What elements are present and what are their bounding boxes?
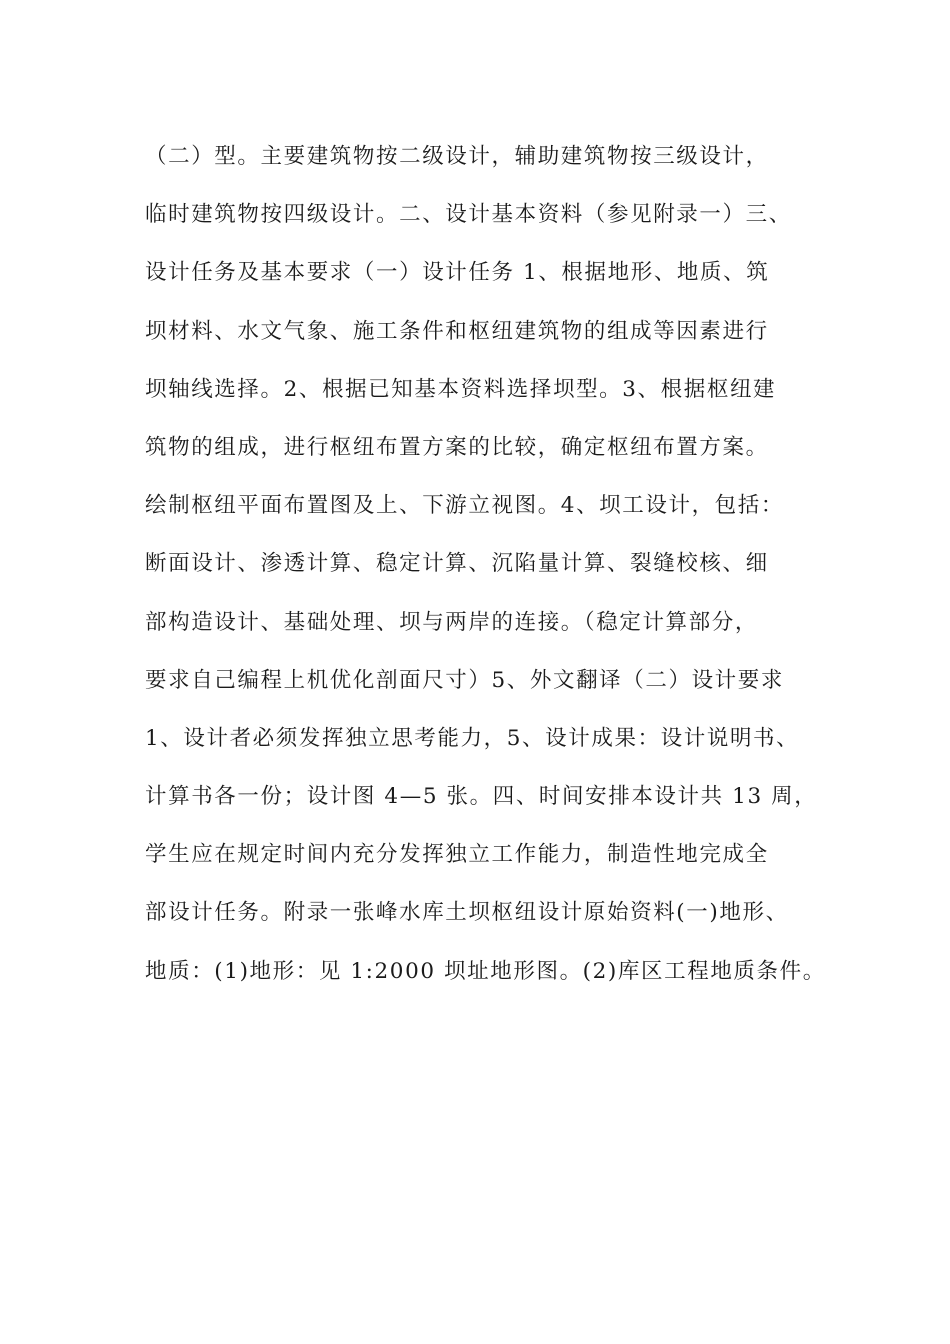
text-line: 地质：(1)地形：见 1:2000 坝址地形图。(2)库区工程地质条件。 xyxy=(145,958,826,984)
text-line: 绘制枢纽平面布置图及上、下游立视图。4、坝工设计，包括： xyxy=(145,493,784,519)
text-line: 坝材料、水文气象、施工条件和枢纽建筑物的组成等因素进行 xyxy=(145,318,769,344)
text-line: 部设计任务。附录一张峰水库土坝枢纽设计原始资料(一)地形、 xyxy=(145,900,789,926)
text-line: 1、设计者必须发挥独立思考能力，5、设计成果：设计说明书、 xyxy=(145,725,800,751)
text-line: 坝轴线选择。2、根据已知基本资料选择坝型。3、根据枢纽建 xyxy=(145,376,777,402)
text-line: 要求自己编程上机优化剖面尺寸）5、外文翻译（二）设计要求 xyxy=(145,667,784,693)
body-text xyxy=(145,128,825,1001)
text-line: 筑物的组成，进行枢纽布置方案的比较，确定枢纽布置方案。 xyxy=(145,434,769,460)
text-line: 学生应在规定时间内充分发挥独立工作能力，制造性地完成全 xyxy=(145,842,769,868)
text-line: 临时建筑物按四级设计。二、设计基本资料（参见附录一）三、 xyxy=(145,202,792,228)
text-line: 计算书各一份；设计图 4—5 张。四、时间安排本设计共 13 周， xyxy=(145,784,818,810)
text-line: 部构造设计、基础处理、坝与两岸的连接。（稳定计算部分， xyxy=(145,609,758,635)
text-line: （二）型。主要建筑物按二级设计，辅助建筑物按三级设计， xyxy=(145,144,769,169)
text-line: 设计任务及基本要求（一）设计任务 1、根据地形、地质、筑 xyxy=(145,260,770,286)
text-line: 断面设计、渗透计算、稳定计算、沉陷量计算、裂缝校核、细 xyxy=(145,551,769,577)
